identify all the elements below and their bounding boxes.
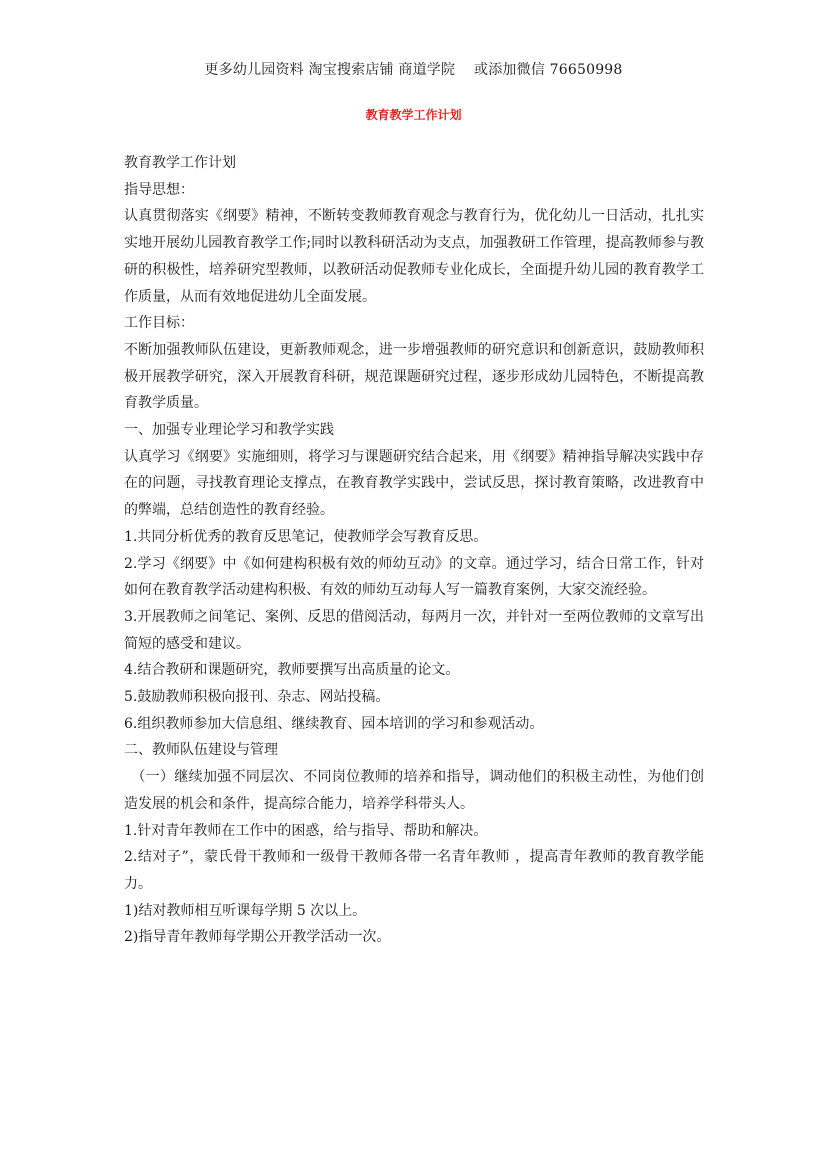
paragraph-guiding-text: 认真贯彻落实《纲要》精神，不断转变教师教育观念与教育行为，优化幼儿一日活动，扎扎实实地开展幼儿园教育教学工作;同时以教科研活动为支点，加强教研工作管理，提高教师参与教研的积极性，培养研究型教师，以教研活动促教师专业化成长，全面提升幼儿园的教育教学工作质量，从而有效地促进幼儿全面发展。 — [124, 208, 704, 305]
paragraph-goals-text: 不断加强教师队伍建设，更新教师观念，进一步增强教师的研究意识和创新意识，鼓励教师积极开展教学研究，深入开展教育科研，规范课题研究过程，逐步形成幼儿园特色，不断提高教育教学质量。 — [124, 341, 704, 412]
list-item: 5.鼓励教师积极向报刊、杂志、网站投稿。 — [124, 689, 390, 706]
paragraph-plan-heading: 教育教学工作计划 — [124, 155, 236, 171]
paragraph-goals-heading: 工作目标： — [124, 315, 194, 332]
list-item: 2.学习《纲要》中《如何建构积极有效的师幼互动》的文章。通过学习，结合日常工作，针对如何在教育教学活动建构积极、有效的师幼互动每人写一篇教育案例，大家交流经验。 — [124, 555, 704, 599]
list-item: 2.结对子”，蒙氏骨干教师和一级骨干教师各带一名青年教师 ，提高青年教师的教育教学能力。 — [124, 849, 704, 892]
sub-list-item: 1)结对教师相互听课每学期 5 次以上。 — [124, 902, 367, 919]
promo-header: 更多幼儿园资料 淘宝搜索店铺 商道学院 或添加微信 76650998 — [204, 62, 623, 78]
paragraph-section-1-text: 认真学习《纲要》实施细则，将学习与课题研究结合起来，用《纲要》精神指导解决实践中存在的问题，寻找教育理论支撑点，在教育教学实践中，尝试反思，探讨教育策略，改进教育中的弊端，总结创造性的教育经验。 — [124, 448, 704, 519]
section-heading-2: 二、教师队伍建设与管理 — [124, 742, 278, 759]
document-title: 教育教学工作计划 — [365, 108, 462, 122]
list-item: 6.组织教师参加大信息组、继续教育、园本培训的学习和参观活动。 — [124, 715, 544, 732]
document-body — [124, 150, 704, 951]
sub-list-item: 2)指导青年教师每学期公开教学活动一次。 — [124, 929, 391, 946]
paragraph-section-2-text: （一）继续加强不同层次、不同岗位教师的培养和指导，调动他们的积极主动性，为他们创造发展的机会和条件，提高综合能力，培养学科带头人。 — [124, 769, 704, 812]
list-item: 1.共同分析优秀的教育反思笔记，使教师学会写教育反思。 — [124, 528, 488, 545]
list-item: 1.针对青年教师在工作中的困惑，给与指导、帮助和解决。 — [124, 822, 488, 839]
paragraph-guiding-heading: 指导思想： — [124, 181, 194, 198]
list-item: 4.结合教研和课题研究，教师要撰写出高质量的论文。 — [124, 662, 460, 679]
section-heading-1: 一、加强专业理论学习和教学实践 — [124, 422, 334, 439]
list-item: 3.开展教师之间笔记、案例、反思的借阅活动，每两月一次，并针对一至两位教师的文章写出简短的感受和建议。 — [124, 608, 704, 652]
